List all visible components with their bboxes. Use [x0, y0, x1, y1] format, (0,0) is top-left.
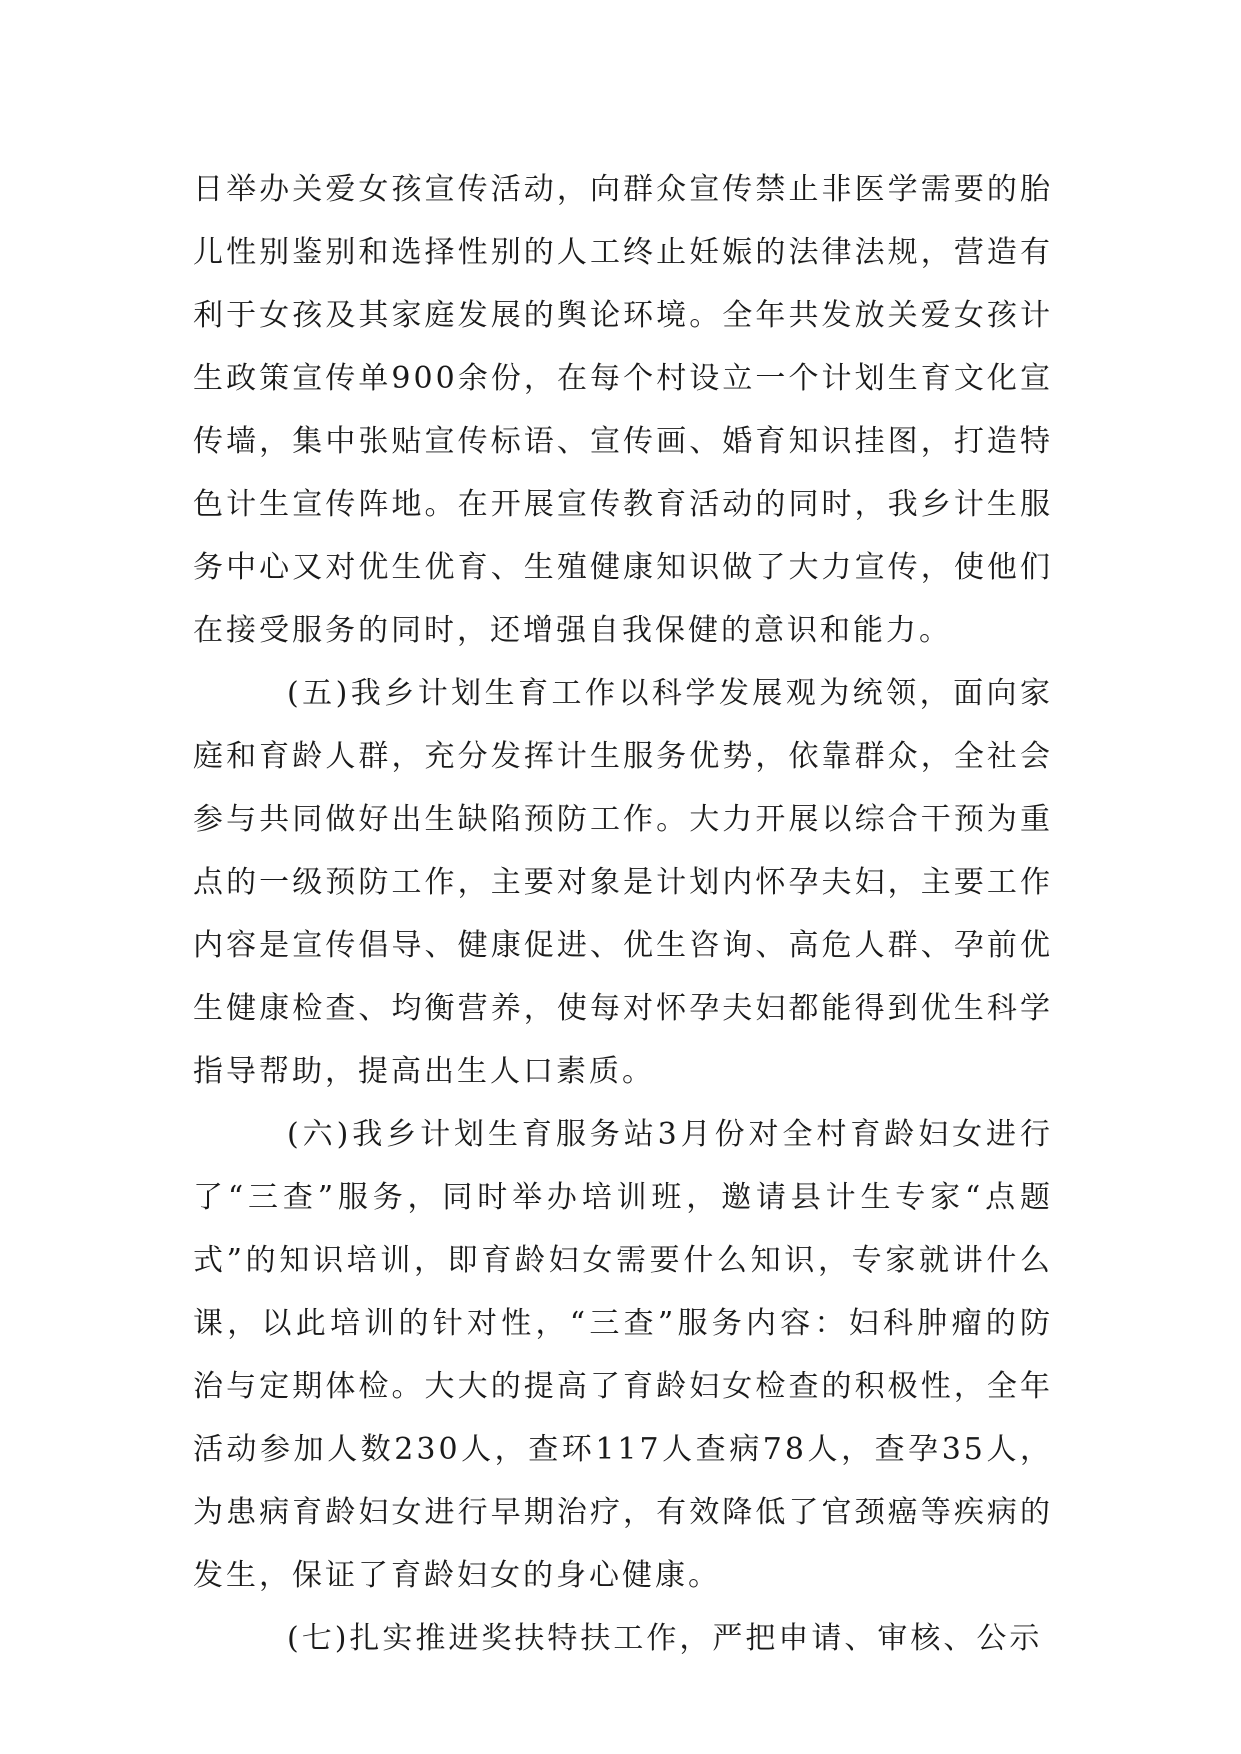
paragraph-section-seven: (七)扎实推进奖扶特扶工作，严把申请、审核、公示	[287, 1621, 1043, 1656]
paragraph-section-six: (六)我乡计划生育服务站3月份对全村育龄妇女进行了“三查”服务，同时举办培训班，邀请县计生专家“点题式”的知识培训，即育龄妇女需要什么知识，专家就讲什么课，以此培训的针对性，“三查”服务内容：妇科肿瘤的防治与定期体检。大大的提高了育龄妇女检查的积极性，全年活动参加人数230人，查环117人查病78人，查孕35人，为患病育龄妇女进行早期治疗，有效降低了官颈癌等疾病的发生，保证了育龄妇女的身心健康。	[193, 1117, 1053, 1593]
paragraph-section-five: (五)我乡计划生育工作以科学发展观为统领，面向家庭和育龄人群，充分发挥计生服务优势，依靠群众，全社会参与共同做好出生缺陷预防工作。大力开展以综合干预为重点的一级预防工作，主要对象是计划内怀孕夫妇，主要工作内容是宣传倡导、健康促进、优生咨询、高危人群、孕前优生健康检查、均衡营养，使每对怀孕夫妇都能得到优生科学指导帮助，提高出生人口素质。	[193, 676, 1053, 1089]
document-body	[193, 158, 1053, 1670]
paragraph-care-for-girls: 日举办关爱女孩宣传活动，向群众宣传禁止非医学需要的胎儿性别鉴别和选择性别的人工终止妊娠的法律法规，营造有利于女孩及其家庭发展的舆论环境。全年共发放关爱女孩计生政策宣传单900余份，在每个村设立一个计划生育文化宣传墙，集中张贴宣传标语、宣传画、婚育知识挂图，打造特色计生宣传阵地。在开展宣传教育活动的同时，我乡计生服务中心又对优生优育、生殖健康知识做了大力宣传，使他们在接受服务的同时，还增强自我保健的意识和能力。	[193, 172, 1053, 648]
